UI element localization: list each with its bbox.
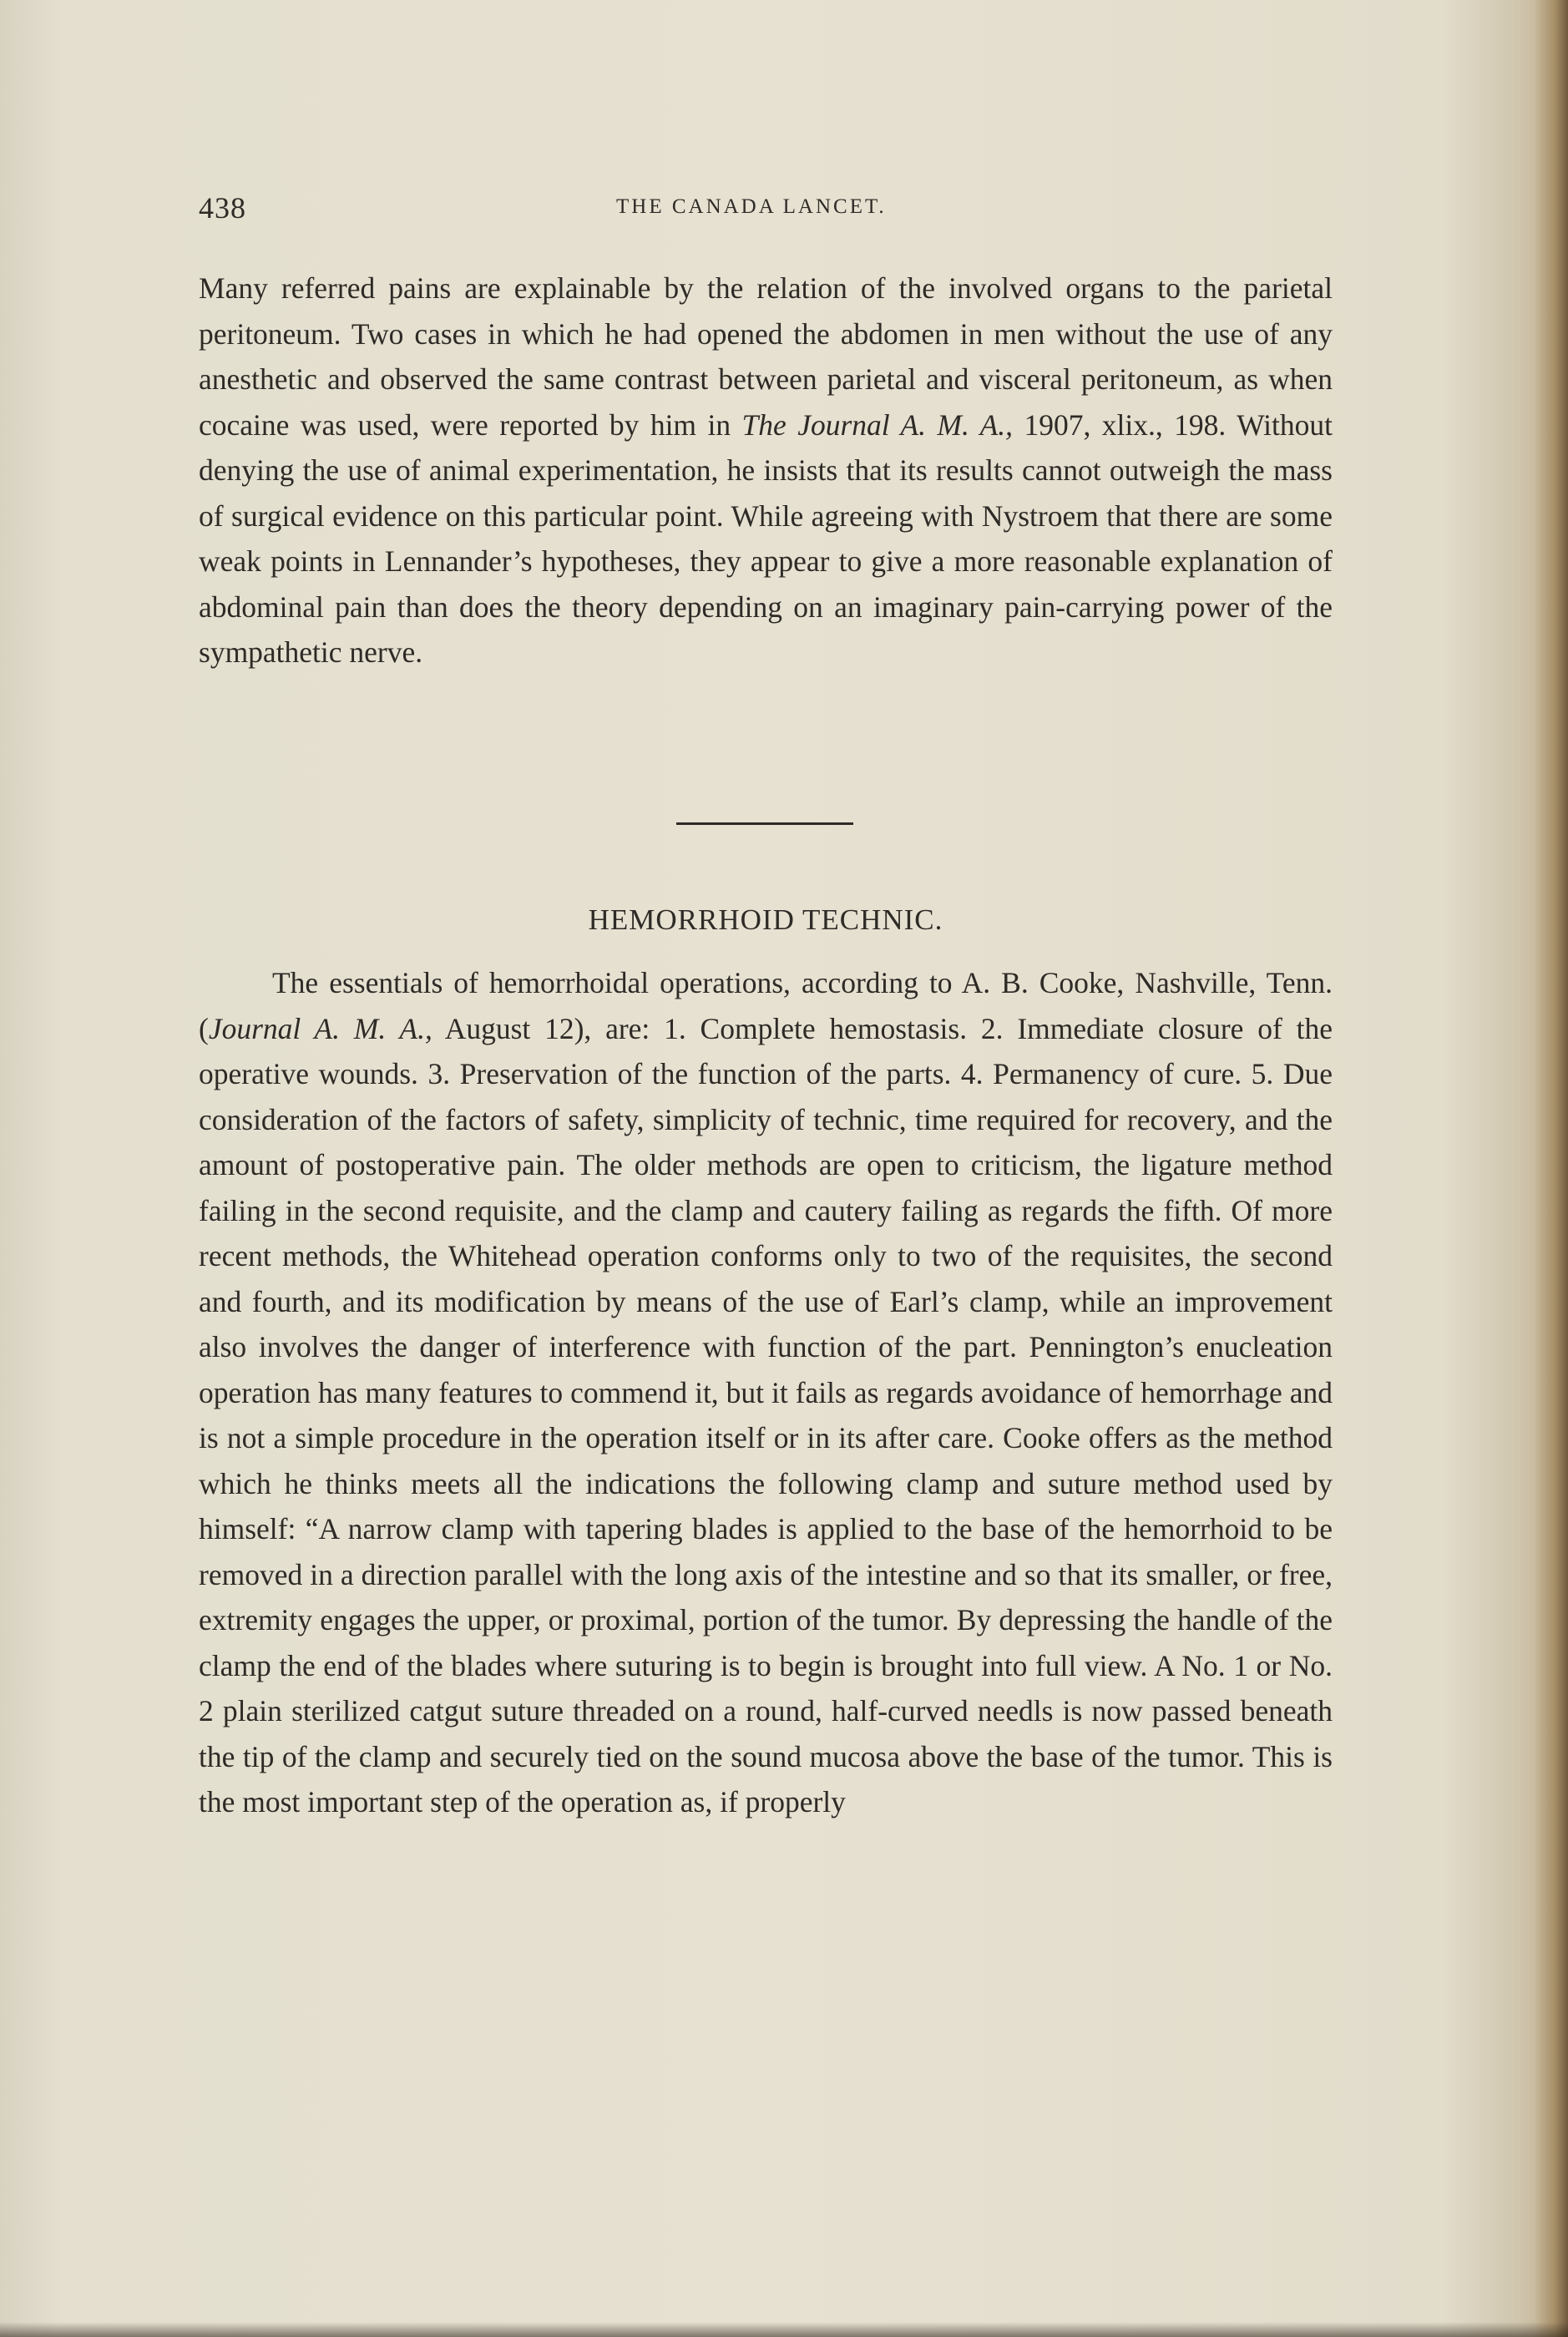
- journal-reference: The Journal A. M. A.,: [741, 407, 1014, 442]
- article-continuation: [199, 266, 1333, 675]
- body-paragraph: [199, 960, 1333, 1825]
- section-heading: HEMORRHOID TECHNIC.: [588, 903, 943, 936]
- running-head: [199, 190, 1334, 232]
- page-number: 438: [199, 191, 246, 225]
- journal-title: THE CANADA LANCET.: [616, 195, 887, 218]
- paragraph-text: The essentials of hemorrhoidal operations, according to A. B. Cooke, Nashville, Tenn. (: [199, 966, 1333, 1045]
- paragraph-text: 1907, xlix., 198. Without denying the use of animal experimentation, he insists that its results cannot outweigh the mass of surgical evidence on this particular point. While agreeing with Nystroem that there are some weak points in Lennander’s hypotheses, they appear to give a more reasonable explanation of abdominal pain than does the theory depending on an imaginary pain-carrying power of the sympathetic nerve.: [199, 407, 1333, 669]
- paragraph-text: Many referred pains are explainable by the relation of the involved organs to the parietal peritoneum. Two cases in which he had opened the abdomen in men without the use of any anesthetic and observed the same contrast between parietal and visceral peritoneum, as when cocaine was used, were reported by him in: [199, 271, 1333, 442]
- section-divider: [676, 822, 853, 825]
- hemorrhoid-technic-article: [199, 960, 1333, 1825]
- body-paragraph: [199, 266, 1333, 675]
- journal-reference: Journal A. M. A.,: [208, 1011, 432, 1045]
- paragraph-text: August 12), are: 1. Complete hemostasis. 2. Immediate closure of the operative wounds. 3. Preservation of the function of the parts. 4. Permanency of cure. 5. Due consideration of the factors of safety, simplicity of technic, time required for recovery, and the amount of postoperative pain. The older methods are open to criticism, the ligature method failing in the second requisite, and the clamp and cautery failing as regards the fifth. Of more recent methods, the Whitehead operation conforms only to two of the requisites, the second and fourth, and its modification by means of the use of Earl’s clamp, while an improvement also involves the danger of interference with function of the part. Pennington’s enucleation operation has many features to commend it, but it fails as regards avoidance of hemorrhage and is not a simple procedure in the operation itself or in its after care. Cooke offers as the method which he thinks meets all the indications the following clamp and suture method used by himself: “A narrow clamp with tapering blades is applied to the base of the hemorrhoid to be removed in a direction parallel with the long axis of the intestine and so that its smaller, or free, extremity engages the upper, or proximal, portion of the tumor. By depressing the handle of the clamp the end of the blades where suturing is to begin is brought into full view. A No. 1 or No. 2 plain sterilized catgut suture threaded on a round, half-curved needls is now passed beneath the tip of the clamp and securely tied on the sound mucosa above the base of the tumor. This is the most important step of the operation as, if properly: [199, 1011, 1333, 1819]
- page-bottom-shadow: [0, 2322, 1568, 2337]
- page-edge-shadow: [1535, 0, 1568, 2337]
